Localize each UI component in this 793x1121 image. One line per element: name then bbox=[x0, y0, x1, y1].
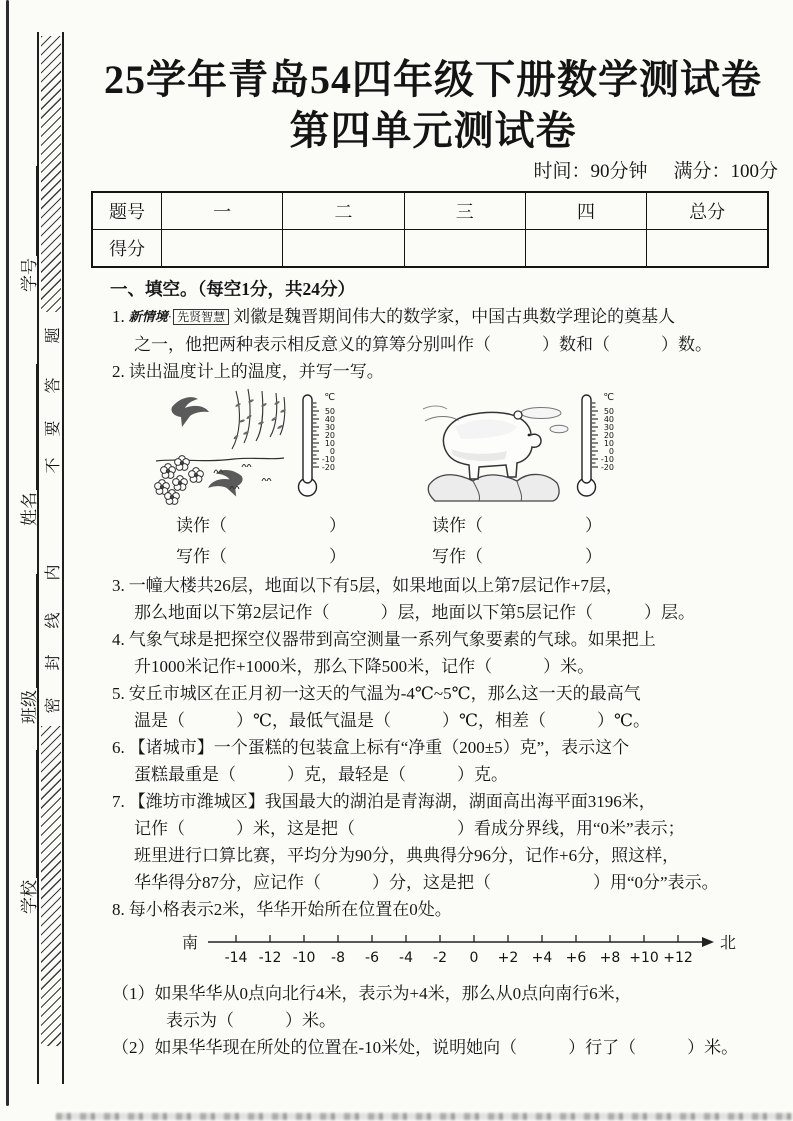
svg-text:-14: -14 bbox=[224, 950, 248, 967]
polar-bear-wrap bbox=[421, 393, 569, 508]
question-list bbox=[112, 303, 780, 1061]
write-as-blank-left: 写作（ ） bbox=[176, 547, 346, 567]
svg-text:20: 20 bbox=[324, 431, 335, 441]
score-table-header-row bbox=[92, 192, 768, 230]
student-name-label: 姓名 bbox=[20, 492, 39, 526]
question-4-text: 升1000米记作+1000米，那么下降500米，记作（ ）米。 bbox=[134, 657, 595, 677]
question-8-sub-2 bbox=[112, 1034, 780, 1061]
question-7-text: 【潍坊市潍城区】我国最大的湖泊是青海湖，湖面高出海平面3196米， bbox=[128, 792, 656, 812]
score-cell-empty bbox=[283, 230, 404, 268]
question-5-text: 安丘市城区在正月初一这天的气温为-4℃~5℃，那么这一天的最高气 bbox=[128, 684, 641, 704]
paper-meta bbox=[86, 158, 778, 185]
score-cell-empty bbox=[525, 230, 646, 268]
section-1-heading: 一、填空。（每空1分，共24分） bbox=[110, 279, 355, 300]
seal-hatching-top bbox=[41, 36, 61, 312]
sub-question-text: 表示为（ ）米。 bbox=[166, 1011, 336, 1031]
question-7-text: 记作（ ）米，这是把（ ）看成分界线，用“0米”表示； bbox=[134, 819, 685, 839]
question-7 bbox=[112, 788, 780, 896]
seal-char: 密 bbox=[45, 697, 62, 714]
svg-text:-6: -6 bbox=[365, 950, 379, 967]
seal-char: 线 bbox=[45, 612, 62, 629]
question-1 bbox=[112, 303, 780, 358]
score-table-score-row bbox=[92, 230, 768, 268]
student-school-field bbox=[14, 750, 40, 914]
score-cell-empty bbox=[647, 230, 768, 268]
question-5-text: 温是（ ）℃，最低气温是（ ）℃，相差（ ）℃。 bbox=[134, 711, 651, 731]
question-2-text: 读出温度计上的温度，并写一写。 bbox=[128, 362, 384, 382]
question-8-sub-1 bbox=[112, 980, 780, 1034]
score-table-header-cell: 总分 bbox=[647, 192, 768, 230]
badge-prefix: 新情境 bbox=[128, 309, 168, 325]
question-8-text: 每小格表示2米，华华开始所在位置在0处。 bbox=[128, 900, 452, 920]
svg-text:10: 10 bbox=[603, 439, 614, 449]
svg-text:20: 20 bbox=[603, 431, 614, 441]
question-7-text: 班里进行口算比赛，平均分为90分，典典得分96分，记作+6分，照这样， bbox=[134, 846, 680, 866]
read-as-blank-right: 读作（ ） bbox=[432, 516, 602, 536]
thermometer-unit-label: ℃ bbox=[603, 392, 614, 404]
svg-text:-10: -10 bbox=[292, 950, 316, 967]
question-5-number: 5. bbox=[112, 684, 125, 704]
thermometer-left-illustration bbox=[293, 387, 343, 505]
question-8-number: 8. bbox=[112, 900, 125, 920]
seal-char: 题 bbox=[45, 327, 62, 344]
score-table-header-cell: 题号 bbox=[92, 192, 162, 230]
number-line-tick-labels bbox=[225, 950, 693, 966]
paper-title-line1: 25学年青岛54四年级下册数学测试卷 bbox=[104, 57, 762, 102]
question-6-text: 【诸城市】一个蛋糕的包装盒上标有“净重（200±5）克”，表示这个 bbox=[128, 738, 630, 758]
svg-text:-2: -2 bbox=[433, 950, 447, 967]
sub-question-text: （1）如果华华从0点向北行4米，表示为+4米，那么从0点向南行6米， bbox=[112, 984, 632, 1004]
question-2-answer-rows bbox=[176, 510, 780, 572]
svg-text:-10: -10 bbox=[600, 455, 614, 465]
read-as-blank-left: 读作（ ） bbox=[176, 516, 346, 536]
seal-char: 封 bbox=[45, 654, 62, 671]
svg-text:+6: +6 bbox=[565, 950, 587, 967]
svg-text:40: 40 bbox=[603, 415, 614, 425]
score-table bbox=[91, 191, 769, 268]
question-2 bbox=[112, 358, 780, 572]
score-table-header-cell: 三 bbox=[404, 192, 525, 230]
svg-text:50: 50 bbox=[324, 407, 335, 417]
student-class-field bbox=[14, 574, 40, 724]
svg-text:+12: +12 bbox=[663, 950, 693, 967]
student-id-field bbox=[14, 166, 40, 292]
arrow-head bbox=[702, 937, 714, 947]
svg-text:0: 0 bbox=[469, 950, 479, 967]
svg-text:-8: -8 bbox=[331, 950, 345, 967]
seal-char: 不 bbox=[45, 457, 62, 474]
main-content bbox=[86, 42, 780, 1061]
student-school-blank bbox=[36, 750, 37, 878]
time-limit-label: 时间：90分钟 bbox=[533, 161, 648, 183]
page-binding-edge bbox=[6, 0, 9, 1106]
svg-text:-10: -10 bbox=[321, 455, 335, 465]
student-class-label: 班级 bbox=[20, 690, 39, 724]
question-4 bbox=[112, 626, 780, 680]
question-2-number: 2. bbox=[112, 362, 125, 382]
score-cell-empty bbox=[404, 230, 525, 268]
student-name-field bbox=[14, 364, 40, 526]
svg-text:0: 0 bbox=[608, 447, 614, 457]
thermometer-scale-labels bbox=[322, 407, 335, 472]
sub-question-text: （2）如果华华现在所处的位置在-10米处，说明她向（ ）行了（ ）米。 bbox=[112, 1038, 739, 1058]
svg-text:-20: -20 bbox=[600, 463, 614, 473]
question-1-text: 之一，他把两种表示相反意义的算筹分别叫作（ ）数和（ ）数。 bbox=[134, 335, 712, 355]
score-cell-empty bbox=[162, 230, 283, 268]
question-5 bbox=[112, 680, 780, 734]
thermometer-scale-labels bbox=[601, 407, 614, 472]
thermometer-unit-label: ℃ bbox=[324, 392, 335, 404]
student-id-label: 学号 bbox=[20, 258, 39, 292]
south-label: 南 bbox=[182, 933, 199, 953]
svg-text:50: 50 bbox=[603, 407, 614, 417]
question-7-number: 7. bbox=[112, 792, 125, 812]
seal-char: 内 bbox=[45, 564, 62, 581]
score-table-header-cell: 四 bbox=[525, 192, 646, 230]
badge-separator: · bbox=[167, 309, 173, 325]
svg-text:30: 30 bbox=[603, 423, 614, 433]
number-line-figure bbox=[180, 927, 780, 978]
student-class-blank bbox=[36, 574, 37, 688]
question-3-text: 一幢大楼共26层，地面以下有5层，如果地面以上第7层记作+7层， bbox=[128, 576, 623, 596]
seal-char: 答 bbox=[45, 377, 62, 394]
question-1-number: 1. bbox=[112, 307, 125, 327]
full-score-label: 满分：100分 bbox=[673, 161, 778, 183]
question-6-number: 6. bbox=[112, 738, 125, 758]
score-table-header-cell: 二 bbox=[283, 192, 404, 230]
student-id-blank bbox=[36, 166, 37, 256]
svg-text:0: 0 bbox=[329, 447, 335, 457]
polar-bear-scene-illustration bbox=[421, 393, 569, 503]
north-label: 北 bbox=[720, 933, 737, 953]
new-context-badge bbox=[129, 303, 229, 331]
svg-text:+10: +10 bbox=[629, 950, 659, 967]
number-line bbox=[180, 927, 740, 973]
question-8 bbox=[112, 896, 780, 1061]
svg-text:-12: -12 bbox=[258, 950, 282, 967]
question-7-text: 华华得分87分，应记作（ ）分，这是把（ ）用“0分”表示。 bbox=[134, 873, 719, 893]
write-as-blank-right: 写作（ ） bbox=[432, 547, 602, 567]
svg-text:-20: -20 bbox=[321, 463, 335, 473]
next-page-cutoff-artifact bbox=[56, 1113, 793, 1120]
svg-text:-4: -4 bbox=[399, 950, 413, 967]
svg-text:40: 40 bbox=[324, 415, 335, 425]
question-6-text: 蛋糕最重是（ ）克，最轻是（ ）克。 bbox=[134, 765, 508, 785]
seal-char: 要 bbox=[45, 420, 62, 437]
question-3 bbox=[112, 572, 780, 626]
seal-line-right bbox=[62, 32, 64, 1084]
svg-text:30: 30 bbox=[324, 423, 335, 433]
student-school-label: 学校 bbox=[20, 880, 39, 914]
thermometer-right-illustration bbox=[572, 387, 622, 505]
question-4-text: 气象气球是把探空仪器带到高空测量一系列气象要素的气球。如果把上 bbox=[128, 630, 656, 650]
seal-hatching-bottom bbox=[41, 726, 61, 1046]
question-3-text: 那么地面以下第2层记作（ ）层，地面以下第5层记作（ ）层。 bbox=[134, 603, 695, 623]
question-1-text: 刘徽是魏晋期间伟大的数学家，中国古典数学理论的奠基人 bbox=[233, 307, 676, 327]
question-6 bbox=[112, 734, 780, 788]
spring-scene-illustration bbox=[150, 387, 290, 505]
score-row-label: 得分 bbox=[92, 230, 162, 268]
svg-text:10: 10 bbox=[324, 439, 335, 449]
badge-label: 先贤智慧 bbox=[173, 309, 229, 325]
question-2-figure bbox=[150, 387, 780, 508]
svg-text:+2: +2 bbox=[497, 950, 519, 967]
svg-text:+8: +8 bbox=[599, 950, 621, 967]
score-table-header-cell: 一 bbox=[162, 192, 283, 230]
question-4-number: 4. bbox=[112, 630, 125, 650]
student-name-blank bbox=[36, 364, 37, 490]
svg-text:+4: +4 bbox=[531, 950, 553, 967]
question-3-number: 3. bbox=[112, 576, 125, 596]
paper-title-line2: 第四单元测试卷 bbox=[289, 108, 577, 154]
